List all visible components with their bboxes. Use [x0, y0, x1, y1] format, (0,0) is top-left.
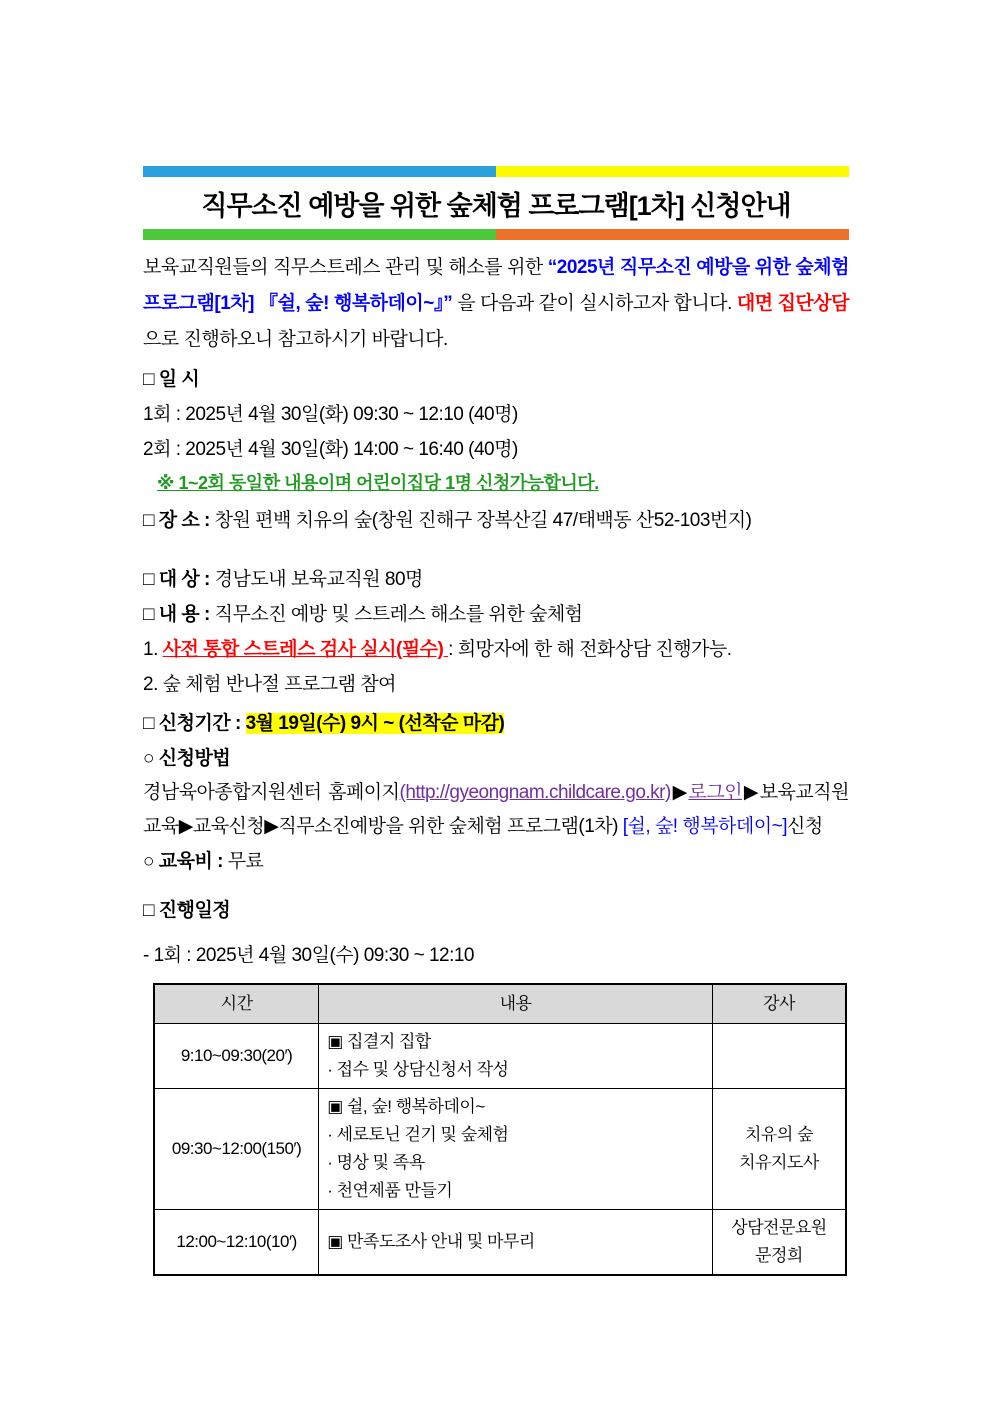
arrow-icon: ▶ — [670, 782, 689, 803]
content-item1-rest: : 희망자에 한 해 전화상담 진행가능. — [448, 639, 732, 660]
intro-counsel-type: 대면 집단상담 — [736, 293, 849, 314]
header-bottom-bar — [143, 229, 849, 240]
row3-lecturer — [712, 1210, 846, 1276]
header-bar-green — [143, 229, 496, 240]
intro-program-name: “2025년 직무소진 예방을 위한 숲체험 프로그램[1차] 『쉴, 숲! 행복하데이~』” — [143, 257, 849, 314]
row3-lecturer-line: 문정희 — [755, 1246, 803, 1265]
content-item-1 — [143, 632, 849, 667]
row2-time: 09:30~12:00(150′) — [154, 1089, 319, 1210]
row2-content-line: · 세로토닌 걷기 및 숲체험 — [327, 1125, 509, 1144]
page-title: 직무소진 예방을 위한 숲체험 프로그램[1차] 신청안내 — [201, 191, 791, 221]
section-apply-method — [143, 741, 849, 844]
datetime-line-1: 1회 : 2025년 4월 30일(화) 09:30 ~ 12:10 (40명) — [143, 404, 518, 425]
place-label: □ 장 소 : — [143, 510, 210, 531]
datetime-note: ※ 1~2회 동일한 내용이며 어린이집당 1명 신청가능합니다. — [157, 473, 599, 493]
intro-paragraph — [143, 250, 849, 358]
col-header-content: 내용 — [319, 984, 713, 1024]
fee-value: 무료 — [227, 851, 264, 872]
arrow-icon: ▶ — [178, 816, 193, 837]
content-item1-num: 1. — [143, 639, 163, 660]
progress-label: □ 진행일정 — [143, 900, 231, 921]
target-label: □ 대 상 : — [143, 569, 210, 590]
row1-time: 9:10~09:30(20′) — [154, 1024, 319, 1089]
intro-text-3: 으로 진행하오니 참고하시기 바랍니다. — [143, 329, 448, 350]
section-content — [143, 597, 849, 702]
apply-method-path1: 보육교 — [759, 782, 814, 803]
row2-lecturer-line: 치유지도사 — [739, 1153, 819, 1172]
place-value: 창원 편백 치유의 숲(창원 진해구 장복산길 47/태백동 산52-103번지) — [209, 510, 752, 531]
intro-text-2: 을 다음과 같이 실시하고자 합니다. — [452, 293, 737, 314]
apply-period-label: □ 신청기간 : — [143, 713, 246, 734]
row1-content-line: ▣ 집결지 집합 — [327, 1032, 431, 1051]
row1-content-line: · 접수 및 상담신청서 작성 — [327, 1060, 509, 1079]
content-label: □ 내 용 : — [143, 604, 210, 625]
row3-lecturer-line: 상담전문요원 — [731, 1218, 827, 1237]
header-bar-yellow — [496, 166, 849, 177]
schedule-table — [153, 983, 847, 1276]
content-item-2: 2. 숲 체험 반나절 프로그램 참여 — [143, 674, 396, 695]
apply-period-highlight: 3월 19일(수) 9시 ~ (선착순 마감) — [245, 713, 505, 734]
apply-method-program: [쉴, 숲! 행복하데이~] — [622, 816, 787, 837]
header-top-bar — [143, 166, 849, 177]
progress-subtitle: - 1회 : 2025년 4월 30일(수) 09:30 ~ 12:10 — [143, 945, 474, 966]
row2-content-line: · 명상 및 족욕 — [327, 1153, 425, 1172]
row3-content-line: ▣ 만족도조사 안내 및 마무리 — [327, 1232, 535, 1251]
login-link[interactable]: 로그인 — [688, 782, 743, 803]
arrow-icon: ▶ — [264, 816, 279, 837]
row3-content — [319, 1210, 713, 1276]
col-header-lecturer: 강사 — [712, 984, 846, 1024]
col-header-time: 시간 — [154, 984, 319, 1024]
row2-lecturer — [712, 1089, 846, 1210]
header-bar-blue — [143, 166, 496, 177]
row2-content-line: ▣ 쉴, 숲! 행복하데이~ — [327, 1097, 485, 1116]
section-datetime — [143, 362, 849, 499]
row2-lecturer-line: 치유의 숲 — [745, 1125, 813, 1144]
content-value: 직무소진 예방 및 스트레스 해소를 위한 숲체험 — [209, 604, 583, 625]
row1-content — [319, 1024, 713, 1089]
apply-method-path2: 교육신청 — [192, 816, 265, 837]
section-target — [143, 562, 849, 597]
apply-method-path1b: 직원교육 — [143, 782, 849, 837]
section-place — [143, 503, 849, 538]
datetime-label: □ 일 시 — [143, 369, 200, 390]
row1-lecturer — [712, 1024, 846, 1089]
table-header-row — [154, 984, 846, 1024]
section-apply-period — [143, 706, 849, 741]
apply-method-path — [143, 776, 849, 844]
apply-method-suffix: 신청 — [787, 816, 823, 837]
header-bar-orange — [496, 229, 849, 240]
row3-time: 12:00~12:10(10′) — [154, 1210, 319, 1276]
apply-method-prefix: 경남육아종합지원센터 홈페이지 — [143, 782, 400, 803]
table-row — [154, 1210, 846, 1276]
section-progress — [143, 893, 849, 973]
section-fee — [143, 844, 849, 879]
table-row — [154, 1089, 846, 1210]
content-line — [143, 597, 849, 632]
fee-label: ○ 교육비 : — [143, 851, 228, 872]
arrow-icon: ▶ — [742, 782, 760, 803]
table-row — [154, 1024, 846, 1089]
apply-method-path3: 직무소진예방을 위한 숲체험 프로그램(1차) — [278, 816, 623, 837]
content-item1-required: 사전 통합 스트레스 검사 실시(필수) — [162, 639, 449, 660]
row2-content — [319, 1089, 713, 1210]
row2-content-line: · 천연제품 만들기 — [327, 1181, 453, 1200]
apply-method-label: ○ 신청방법 — [143, 748, 231, 769]
intro-text-1: 보육교직원들의 직무스트레스 관리 및 해소를 위한 — [143, 257, 548, 278]
homepage-link[interactable]: (http://gyeongnam.childcare.go.kr) — [399, 782, 671, 803]
datetime-line-2: 2회 : 2025년 4월 30일(화) 14:00 ~ 16:40 (40명) — [143, 439, 518, 460]
target-value: 경남도내 보육교직원 80명 — [209, 569, 423, 590]
